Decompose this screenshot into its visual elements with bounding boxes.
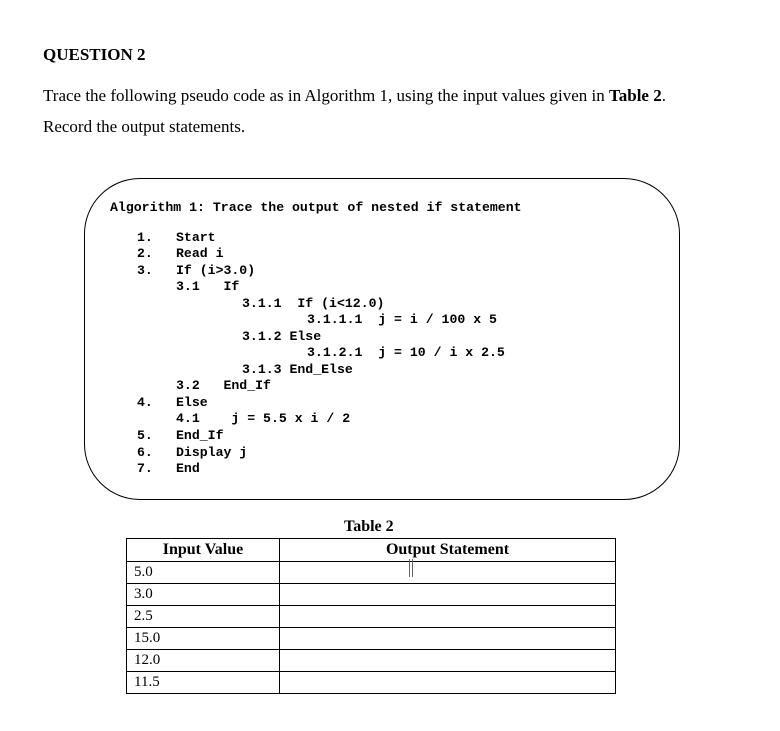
algo-line-number: 4.	[137, 395, 153, 410]
algo-line-code: End_If	[176, 428, 224, 443]
output-statement-cell[interactable]	[280, 584, 616, 606]
algo-line-code: End	[176, 461, 200, 476]
algorithm-box	[84, 178, 680, 500]
table-row	[127, 672, 616, 694]
algo-line-number: 1.	[137, 230, 153, 245]
algo-line-code: 3.1.1 If (i<12.0)	[242, 296, 385, 311]
question-title: QUESTION 2	[43, 45, 146, 64]
algorithm-title: Algorithm 1: Trace the output of nested if statement	[110, 200, 522, 215]
algo-line-code: Else	[176, 395, 208, 410]
header-input-value: Input Value	[127, 539, 280, 562]
algo-line-code: 3.1.2.1 j = 10 / i x 2.5	[307, 345, 505, 360]
output-statement-cell[interactable]	[280, 606, 616, 628]
algo-line-code: 3.1 If	[176, 279, 240, 294]
instruction-text: Trace the following pseudo code as in Algorithm 1, using the input values given in	[43, 86, 609, 105]
algo-line-number: 6.	[137, 445, 153, 460]
input-value-cell: 2.5	[127, 606, 280, 628]
table-row	[127, 606, 616, 628]
output-statement-cell[interactable]	[280, 628, 616, 650]
trace-table	[126, 538, 616, 694]
input-value-cell: 15.0	[127, 628, 280, 650]
instruction-line-1	[43, 86, 666, 106]
algo-line-code: 3.1.3 End_Else	[242, 362, 353, 377]
algo-line-number: 5.	[137, 428, 153, 443]
algo-line-code: 3.2 End_If	[176, 378, 271, 393]
algo-line-code: Start	[176, 230, 216, 245]
instruction-period: .	[661, 86, 666, 105]
header-output-statement: Output Statement	[280, 539, 616, 562]
input-value-cell: 5.0	[127, 562, 280, 584]
table-row	[127, 650, 616, 672]
algo-line-code: 3.1.2 Else	[242, 329, 322, 344]
text-cursor-icon	[409, 559, 413, 577]
algo-line-code: 4.1 j = 5.5 x i / 2	[176, 411, 351, 426]
algo-line-number: 2.	[137, 246, 153, 261]
algo-line-code: If (i>3.0)	[176, 263, 256, 278]
table-row	[127, 562, 616, 584]
input-value-cell: 3.0	[127, 584, 280, 606]
instruction-table-ref: Table 2	[608, 86, 662, 105]
table-caption: Table 2	[344, 518, 394, 535]
instruction-line-2: Record the output statements.	[43, 117, 246, 136]
output-statement-cell[interactable]	[280, 672, 616, 694]
algo-line-code: 3.1.1.1 j = i / 100 x 5	[307, 312, 497, 327]
algo-line-code: Read i	[176, 246, 224, 261]
input-value-cell: 11.5	[127, 672, 280, 694]
table-row	[127, 584, 616, 606]
input-value-cell: 12.0	[127, 650, 280, 672]
algo-line-number: 3.	[137, 263, 153, 278]
table-header-row	[127, 539, 616, 562]
algo-line-number: 7.	[137, 461, 153, 476]
output-statement-cell[interactable]	[280, 650, 616, 672]
output-statement-cell[interactable]	[280, 562, 616, 584]
algo-line-code: Display j	[176, 445, 248, 460]
table-row	[127, 628, 616, 650]
